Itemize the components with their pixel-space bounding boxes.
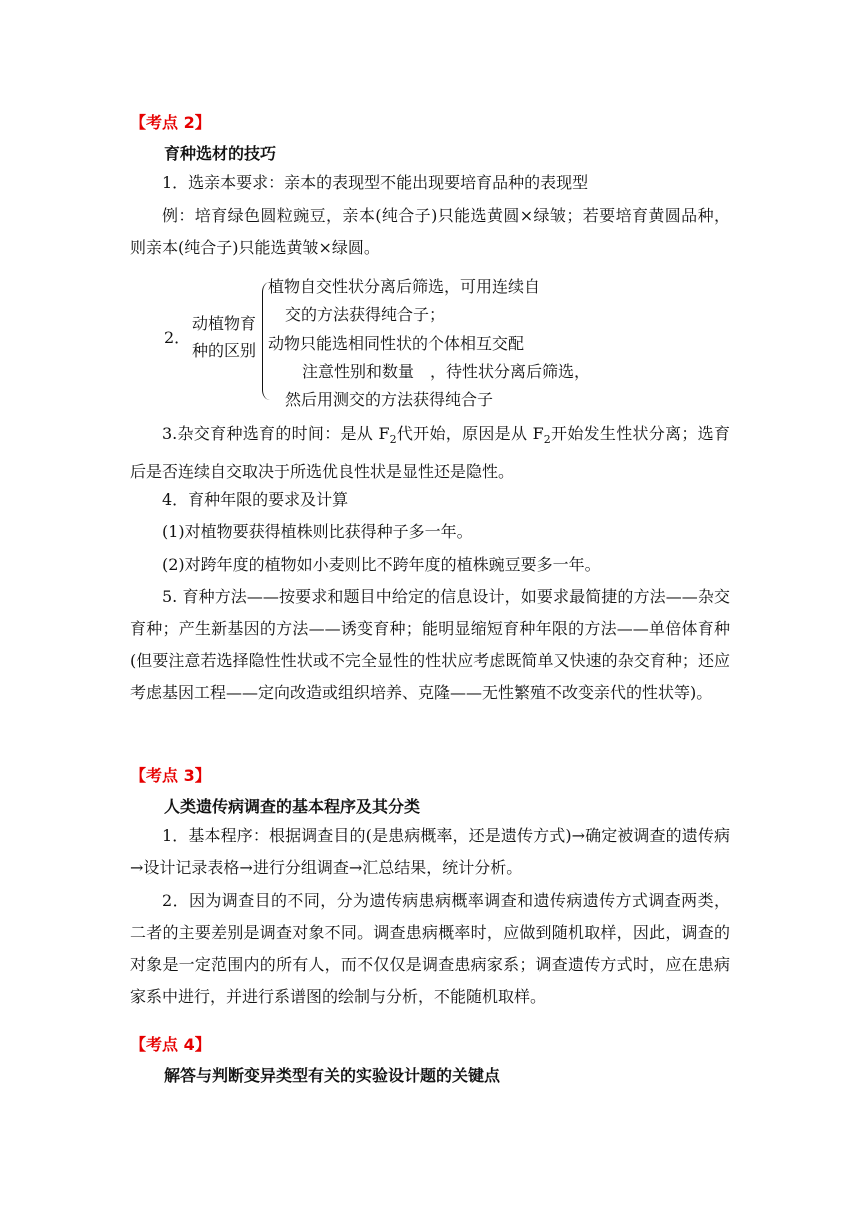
section-heading-variation-experiment: 解答与判断变异类型有关的实验设计题的关键点 bbox=[164, 1066, 501, 1085]
paragraph-cross-year: (2)对跨年度的植物如小麦则比不跨年度的植株豌豆要多一年。 bbox=[162, 555, 601, 574]
paragraph-selection-time: 3.杂交育种选育的时间：是从 $F_2$代开始，原因是从 $F_2$开始发生性状分离；选育后是否连续自交取决于所选优良性状是显性还是隐性。 bbox=[130, 424, 730, 482]
paragraph-plant-years: (1)对植物要获得植株则比获得种子多一年。 bbox=[162, 522, 473, 541]
brace-line-4: 注意性别和数量 ，待性状分离后筛选， bbox=[302, 362, 591, 381]
section-heading-genetic-disease-survey: 人类遗传病调查的基本程序及其分类 bbox=[164, 797, 421, 816]
brace-line-1: 植物自交性状分离后筛选，可用连续自 bbox=[268, 277, 541, 296]
paragraph-breeding-years: 4．育种年限的要求及计算 bbox=[162, 490, 349, 509]
brace-line-5: 然后用测交的方法获得纯合子 bbox=[285, 390, 494, 409]
paragraph-parent-requirement: 1．选亲本要求：亲本的表现型不能出现要培育品种的表现型 bbox=[162, 173, 589, 192]
paragraph-breeding-methods: 5. 育种方法——按要求和题目中给定的信息设计，如要求最简捷的方法——杂交育种；产生新基因的方法——诱变育种；能明显缩短育种年限的方法——单倍体育种(但要注意若选择隐性性状或不完全显性的性状应考虑既简单又快速的杂交育种；还应考虑基因工程——定向改造或组织培养、克隆——无性繁殖不改变亲代的性状等)。 bbox=[130, 587, 730, 702]
section-heading-breeding-selection: 育种选材的技巧 bbox=[164, 144, 277, 163]
paragraph-example: 例：培育绿色圆粒豌豆，亲本(纯合子)只能选黄圆×绿皱；若要培育黄圆品种，则亲本(纯合子)只能选黄皱×绿圆。 bbox=[130, 206, 730, 257]
section-label-kaodian-3: 【考点 3】 bbox=[130, 766, 211, 785]
brace-line-2: 交的方法获得纯合子； bbox=[285, 305, 446, 324]
item-2-number: 2． bbox=[164, 328, 191, 347]
section-label-kaodian-4: 【考点 4】 bbox=[130, 1035, 211, 1054]
item-2-label-line2: 种的区别 bbox=[192, 341, 257, 360]
brace-line-3: 动物只能选相同性状的个体相互交配 bbox=[268, 334, 525, 353]
section-label-kaodian-2: 【考点 2】 bbox=[130, 113, 211, 132]
paragraph-survey-procedure: 1．基本程序：根据调查目的(是患病概率，还是遗传方式)→确定被调查的遗传病→设计记录表格→进行分组调查→汇总结果，统计分析。 bbox=[130, 826, 730, 877]
item-2-label-line1: 动植物育 bbox=[192, 314, 257, 333]
paragraph-survey-types: 2．因为调查目的不同，分为遗传病患病概率调查和遗传病遗传方式调查两类，二者的主要差别是调查对象不同。调查患病概率时，应做到随机取样，因此，调查的对象是一定范围内的所有人，而不仅仅是调查患病家系；调查遗传方式时，应在患病家系中进行，并进行系谱图的绘制与分析，不能随机取样。 bbox=[130, 891, 730, 1006]
